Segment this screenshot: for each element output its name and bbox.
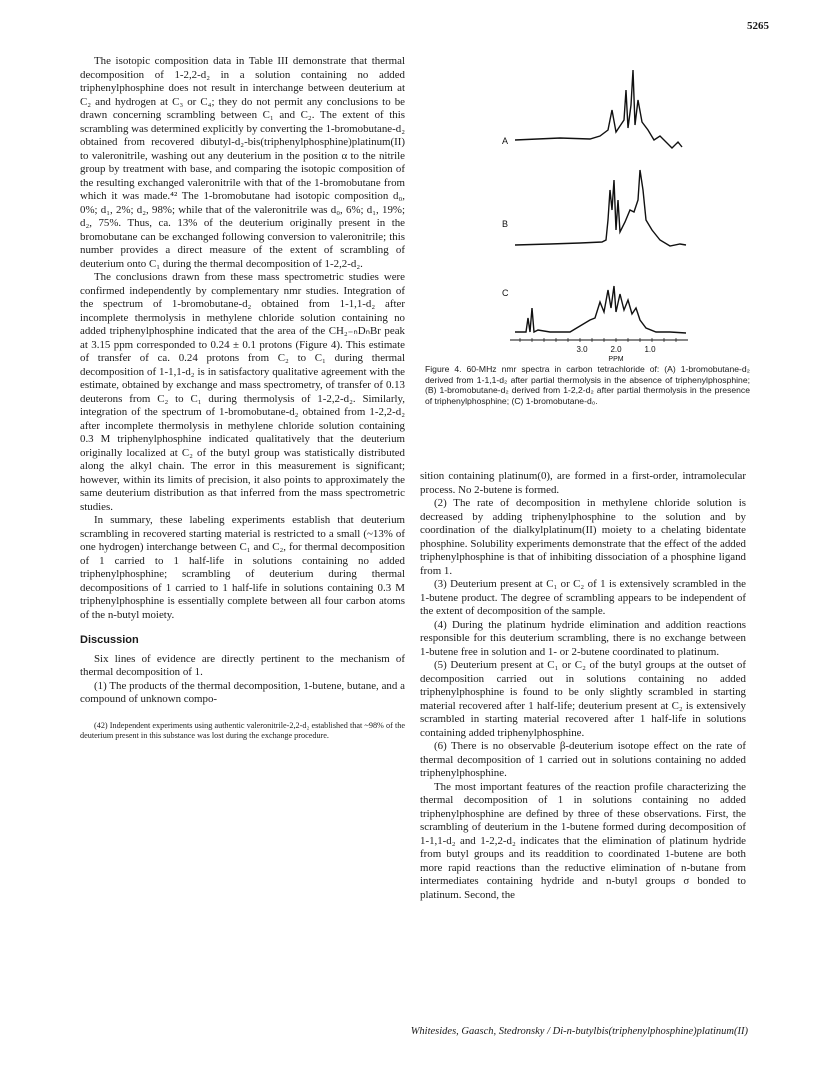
- trace-label-a: A: [502, 136, 509, 146]
- spectrum-trace-a: [515, 70, 682, 148]
- nmr-figure: [420, 50, 750, 367]
- footnote: (42) Independent experiments using authentic valeronitrile-2,2-d₂ established that ~98% of the deuterium present in this substance was lost during the exchange procedure.: [80, 720, 405, 740]
- body-paragraph: (3) Deuterium present at C₁ or C₂ of 1 is extensively scrambled in the 1-butene product. The degree of scrambling appears to be independent of the extent of decomposition of the sample.: [420, 578, 746, 617]
- page-number: 5265: [747, 20, 769, 32]
- right-column: [420, 470, 746, 902]
- body-paragraph: Six lines of evidence are directly pertinent to the mechanism of thermal decomposition of 1.: [80, 652, 405, 678]
- section-heading-discussion: Discussion: [80, 634, 139, 646]
- body-paragraph: (2) The rate of decomposition in methylene chloride solution is decreased by adding triphenylphosphine to the solution and by coordination of the dialkylplatinum(II) moiety to a chelating bidentate phosphine. Solubility experiments demonstrate that the effect of the added triphenylphosphine is that of inhibiting dissociation of a phosphine ligand from 1.: [420, 497, 746, 577]
- axis-tick-label: 3.0: [576, 345, 588, 354]
- body-paragraph: (4) During the platinum hydride elimination and addition reactions responsible for this deuterium scrambling, there is no exchange between 1-butene free in solution and 1- or 2-butene coordinated to platinum.: [420, 618, 746, 658]
- body-paragraph: The most important features of the reaction profile characterizing the thermal decomposition of 1 in solutions containing no added triphenylphosphine are defined by three of these observations. First, the scrambling of deuterium in the 1-butene formed during decomposition of 1-1,1-d₂ and 1-2,2-d₂ indicates that the elimination of platinum hydride from butyl groups and its readdition to coordinated 1-butene are both more rapid reactions than the reductive elimination of n-butane from intermediates containing hydride and n-butyl groups σ bonded to platinum. Second, the: [420, 780, 746, 901]
- left-column: [80, 55, 405, 741]
- body-paragraph: sition containing platinum(0), are formed in a first-order, intramolecular process. No 2-butene is formed.: [420, 470, 746, 496]
- axis-tick-label: 2.0: [610, 345, 622, 354]
- spectrum-trace-b: [515, 170, 686, 246]
- trace-label-b: B: [502, 219, 509, 229]
- body-paragraph: In summary, these labeling experiments establish that deuterium scrambling in recovered starting material is restricted to a small (~13% of one hydrogen) interchange between C₁ and C₂, for thermal decomposition of 1 carried to 1 half-life in solutions containing no added triphenylphosphine; scrambling of deuterium during thermal decompositions of 1 carried to 1 half-life in solutions containing 0.3 M triphenylphosphine is essentially complete between all four carbon atoms of the n-butyl moiety.: [80, 514, 405, 621]
- body-paragraph: (5) Deuterium present at C₁ or C₂ of the butyl groups at the outset of decomposition carried out in solutions containing no added triphenylphosphine is found to be only slightly scrambled in starting material recovered after 1 half-life; deuterium present at C₂ is extensively scrambled in starting material recovered after 1 half-life in solutions containing added triphenylphosphine.: [420, 659, 746, 739]
- nmr-spectra-plot: [420, 50, 750, 362]
- spectrum-trace-c: [515, 286, 686, 333]
- trace-label-c: C: [502, 288, 509, 298]
- body-paragraph: The conclusions drawn from these mass spectrometric studies were confirmed independently by complementary nmr studies. Integration of the spectrum of 1-bromobutane-d₂ obtained from 1-1,1-d₂ after incomplete thermolysis in methylene chloride solution containing no added triphenylphosphine indicated that the area of the CH₂₋ₙDₙBr peak at 3.15 ppm corresponded to 0.24 ± 0.1 protons (Figure 4). This estimate of transfer of ca. 0.24 protons from C₂ to C₁ during thermal decomposition of 1-1,1-d₂ is in satisfactory qualitative agreement with the estimate, obtained by exchange and mass spectrometry, of transfer of 0.13 deuterons from C₂ to C₁ during thermolysis of 1-2,2-d₂. Similarly, integration of the spectrum of 1-bromobutane-d₂ obtained from 1-2,2-d₂ after incomplete thermolysis in methylene chloride solution containing 0.3 M triphenylphosphine indicated qualitatively that the deuterium originally localized at C₂ of the butyl group was statistically distributed along the alkyl chain. The error in this measurement is significant; however, within its limits of precision, it also points to approximately the same deuterium distribution as that inferred from the mass spectrometric studies.: [80, 271, 405, 513]
- body-paragraph: The isotopic composition data in Table III demonstrate that thermal decomposition of 1-2,2-d₂ in a solution containing no added triphenylphosphine does not result in interchange between deuterium at C₂ and hydrogen at C₃ or C₄; they do not permit any conclusions to be drawn concerning scrambling between C₁ and C₂. The extent of this scrambling was determined explicitly by converting the 1-bromobutane-d₂ obtained from recovered dibutyl-d₂-bis(triphenylphosphine)platinum(II) to valeronitrile, washing out any deuterium in the position α to the nitrile group by treatment with base, and comparing the isotopic composition of the resulting exchanged valeronitrile with that of the 1-bromobutane from which it was made.⁴² The 1-bromobutane had isotopic composition d₀, 0%; d₁, 2%; d₂, 98%; while that of the valeronitrile was d₀, 6%; d₁, 19%; d₂, 75%. Thus, ca. 13% of the deuterium originally present in the bromobutane can be exchanged following conversion to valeronitrile; this number provides a direct measure of the extent of scrambling of deuterium onto C₁ during the thermal decomposition of 1-2,2-d₂.: [80, 55, 405, 270]
- axis-unit-label: PPM: [608, 356, 624, 362]
- body-paragraph: (1) The products of the thermal decomposition, 1-butene, butane, and a compound of unknown compo-: [80, 679, 405, 705]
- body-paragraph: (6) There is no observable β-deuterium isotope effect on the rate of thermal decomposition of 1 carried out in solutions containing no added triphenylphosphine.: [420, 740, 746, 779]
- axis-tick-label: 1.0: [644, 345, 656, 354]
- figure-caption: Figure 4. 60-MHz nmr spectra in carbon tetrachloride of: (A) 1-bromobutane-d₂ derived from 1-1,1-d₂ after partial thermolysis in the absence of triphenylphosphine; (B) 1-bromobutane-d₂ derived from 1-2,2-d₂ after partial thermolysis in the presence of triphenylphosphine; (C) 1-bromobutane-d₀.: [425, 364, 750, 406]
- running-footer: Whitesides, Gaasch, Stedronsky / Di-n-butylbis(triphenylphosphine)platinum(II): [410, 1026, 748, 1037]
